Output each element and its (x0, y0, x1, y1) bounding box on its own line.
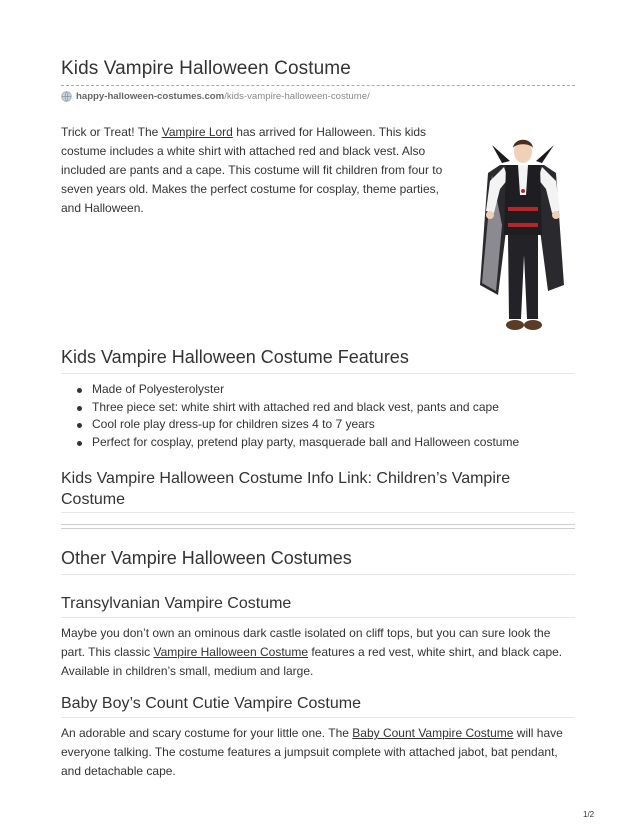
list-item: Cool role play dress-up for children sizes 4 to 7 years (61, 416, 575, 434)
transylvanian-rule (61, 617, 575, 618)
intro-paragraph (61, 123, 456, 218)
vampire-costume-link[interactable]: Vampire Halloween Costume (153, 645, 308, 659)
vampire-lord-link[interactable]: Vampire Lord (161, 125, 233, 139)
baby-count-heading: Baby Boy’s Count Cutie Vampire Costume (61, 695, 361, 712)
features-heading: Kids Vampire Halloween Costume Features (61, 347, 409, 367)
title-divider (61, 85, 575, 86)
transylvanian-text-end: features a red vest, white shirt, and black cape. Available in children’s small, medium and large. (61, 645, 563, 678)
page-title: Kids Vampire Halloween Costume (61, 58, 351, 79)
transylvanian-heading: Transylvanian Vampire Costume (61, 595, 292, 612)
baby-count-text-end: will have everyone talking. The costume features a jumpsuit complete with attached jabot, bat pendant, and detachable cape. (61, 726, 563, 778)
list-item: Three piece set: white shirt with attached red and black vest, pants and cape (61, 399, 575, 417)
section-separator (61, 524, 575, 529)
baby-count-paragraph (61, 724, 575, 781)
list-item: Perfect for cosplay, pretend play party, masquerade ball and Halloween costume (61, 434, 575, 452)
features-heading-rule (61, 373, 575, 374)
page-number: 1/2 (583, 810, 595, 819)
other-costumes-heading: Other Vampire Halloween Costumes (61, 548, 352, 568)
url-domain: happy-halloween-costumes.com (76, 91, 225, 102)
transylvanian-paragraph (61, 624, 575, 681)
globe-icon (61, 91, 72, 102)
info-link-heading[interactable]: Kids Vampire Halloween Costume Info Link: Children’s Vampire Costume (61, 470, 511, 508)
source-url[interactable] (61, 91, 370, 102)
baby-count-link[interactable]: Baby Count Vampire Costume (352, 726, 514, 740)
info-link-rule (61, 512, 575, 513)
other-costumes-rule (61, 574, 575, 575)
baby-count-rule (61, 717, 575, 718)
features-list (61, 381, 575, 451)
baby-count-text-start: An adorable and scary costume for your little one. The (61, 726, 353, 740)
transylvanian-text-start: Maybe you don’t own an ominous dark castle isolated on cliff tops, but you can sure look the part. This classic (61, 626, 551, 659)
vampire-costume-image (478, 135, 568, 339)
intro-text-start: Trick or Treat! The (61, 125, 162, 139)
url-path: /kids-vampire-halloween-costume/ (224, 91, 370, 102)
intro-text-end: has arrived for Halloween. This kids costume includes a white shirt with attached red and black vest. Also included are pants and a cape. This costume will fit children from four to seven years old. Makes the perfect costume for cosplay, theme parties, and Halloween. (61, 125, 443, 215)
list-item: Made of Polyesterolyster (61, 381, 575, 399)
